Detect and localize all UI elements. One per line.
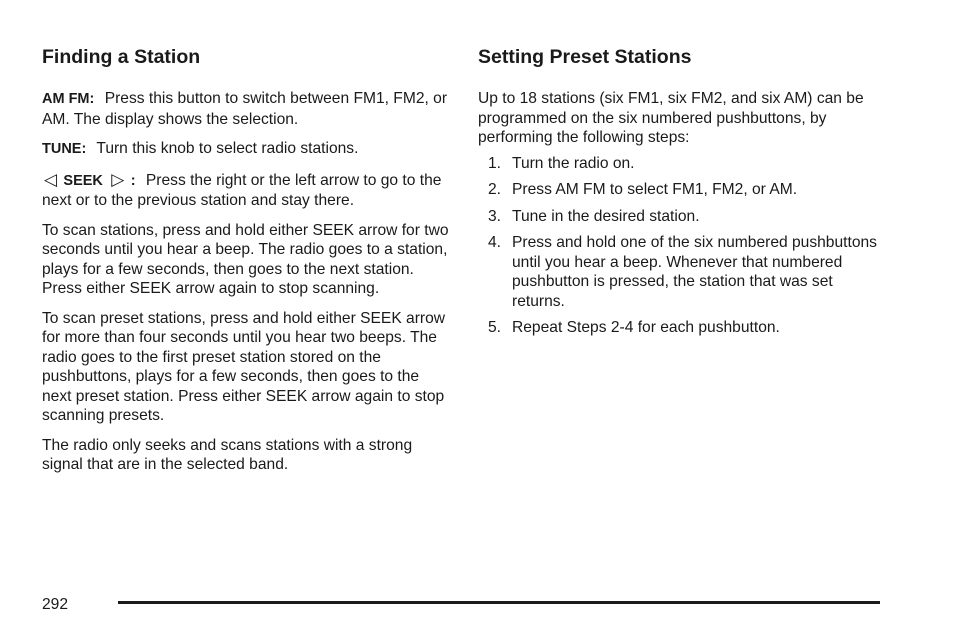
- step-text: Tune in the desired station.: [512, 207, 700, 225]
- setting-presets-heading: Setting Preset Stations: [478, 46, 692, 68]
- steps-list: [478, 154, 878, 338]
- seek-term: SEEK: [63, 172, 103, 189]
- right-column: [478, 44, 878, 345]
- signal-paragraph: The radio only seeks and scans stations with a strong signal that are in the selected band.: [42, 436, 413, 473]
- seek-right-arrow-icon: ▷: [111, 169, 125, 189]
- list-item: [478, 318, 878, 338]
- step-number: 1.: [488, 154, 502, 172]
- amfm-text: Press this button to switch between FM1, FM2, or AM. The display shows the selection.: [42, 90, 448, 128]
- scan-paragraph: To scan stations, press and hold either SEEK arrow for two seconds until you hear a beep. The radio goes to a station, plays for a few seconds, then goes to the next station. Press either SEEK arrow again to stop scanning.: [42, 221, 449, 297]
- scan-presets-paragraph: To scan preset stations, press and hold either SEEK arrow for more than four seconds until you hear two beeps. The radio goes to the first preset station stored on the pushbuttons, plays for a few seconds, then goes to the next preset station. Press either SEEK arrow again to stop scanning presets.: [42, 309, 446, 424]
- finding-station-heading: Finding a Station: [42, 46, 201, 68]
- seek-colon: :: [130, 172, 136, 189]
- list-item: [478, 207, 878, 227]
- seek-left-arrow-icon: ◁: [44, 169, 58, 189]
- left-column: [42, 44, 452, 485]
- amfm-term: AM FM:: [42, 91, 95, 107]
- seek-text: Press the right or the left arrow to go to the next or to the previous station and stay there.: [42, 171, 442, 209]
- step-number: 4.: [488, 234, 502, 251]
- step-text: Repeat Steps 2-4 for each pushbutton.: [512, 319, 780, 336]
- page-number: 292: [42, 596, 69, 613]
- list-item: [478, 180, 878, 200]
- step-number: 3.: [488, 207, 502, 225]
- step-number: 2.: [488, 181, 502, 198]
- list-item: [478, 154, 878, 174]
- footer-divider: [118, 601, 880, 604]
- step-number: 5.: [488, 319, 502, 336]
- step-text: Press AM FM to select FM1, FM2, or AM.: [512, 181, 798, 198]
- presets-intro: Up to 18 stations (six FM1, six FM2, and six AM) can be programmed on the six numbered pushbuttons, by performing the following steps:: [478, 90, 864, 146]
- tune-paragraph: [42, 139, 452, 160]
- step-text: Turn the radio on.: [512, 154, 635, 172]
- tune-term: TUNE:: [42, 141, 87, 157]
- tune-text: Turn this knob to select radio stations.: [96, 140, 359, 157]
- list-item: [478, 233, 878, 311]
- amfm-paragraph: [42, 89, 452, 129]
- step-text: Press and hold one of the six numbered pushbuttons until you hear a beep. Whenever that numbered pushbutton is pressed, the station that was set returns.: [512, 234, 877, 310]
- seek-paragraph: [42, 170, 452, 211]
